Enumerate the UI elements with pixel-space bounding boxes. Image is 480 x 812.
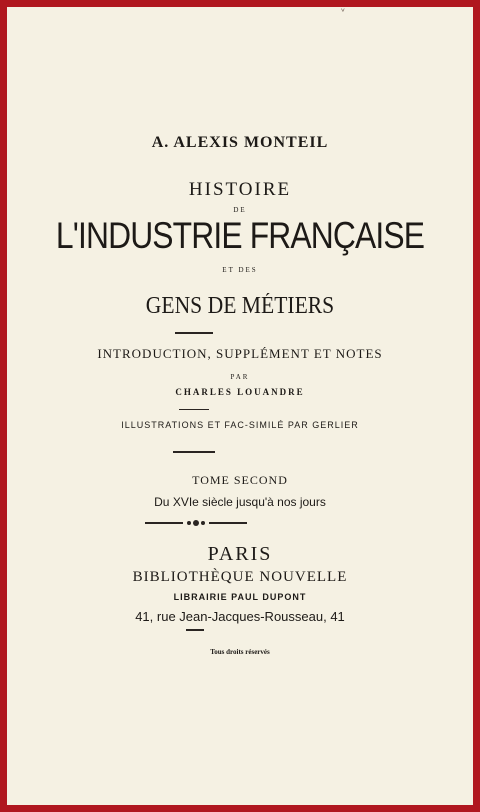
editor-name: CHARLES LOUANDRE xyxy=(175,387,305,397)
introduction-line: INTRODUCTION, SUPPLÉMENT ET NOTES xyxy=(97,346,383,361)
main-title: L'INDUSTRIE FRANÇAISE xyxy=(55,215,425,256)
divider-rule xyxy=(175,332,213,334)
title-connector-et-des: ET DES xyxy=(222,266,258,274)
ornament-divider-icon xyxy=(145,519,247,527)
divider-rule xyxy=(173,451,215,453)
city-name: PARIS xyxy=(207,543,273,565)
title-page xyxy=(7,7,473,805)
corner-mark-icon: ᵛ xyxy=(341,7,346,18)
volume-label: TOME SECOND xyxy=(192,473,288,487)
period-line: Du XVIe siècle jusqu'à nos jours xyxy=(154,495,326,509)
author-name: A. ALEXIS MONTEIL xyxy=(151,134,329,151)
par-label: PAR xyxy=(230,373,250,381)
illustrations-credit: ILLUSTRATIONS ET FAC-SIMILÉ PAR GERLIER xyxy=(121,420,359,430)
rights-notice: Tous droits réservés xyxy=(210,648,270,656)
publisher-address: 41, rue Jean-Jacques-Rousseau, 41 xyxy=(135,609,345,624)
publisher-name: BIBLIOTHÈQUE NOUVELLE xyxy=(132,569,348,585)
divider-rule xyxy=(186,629,204,631)
title-connector-de: DE xyxy=(233,206,247,214)
subtitle-gens-de-metiers: GENS DE MÉTIERS xyxy=(145,293,335,319)
title-line-histoire: HISTOIRE xyxy=(188,179,292,200)
divider-rule xyxy=(179,409,209,410)
bookseller-name: LIBRAIRIE PAUL DUPONT xyxy=(173,592,307,602)
